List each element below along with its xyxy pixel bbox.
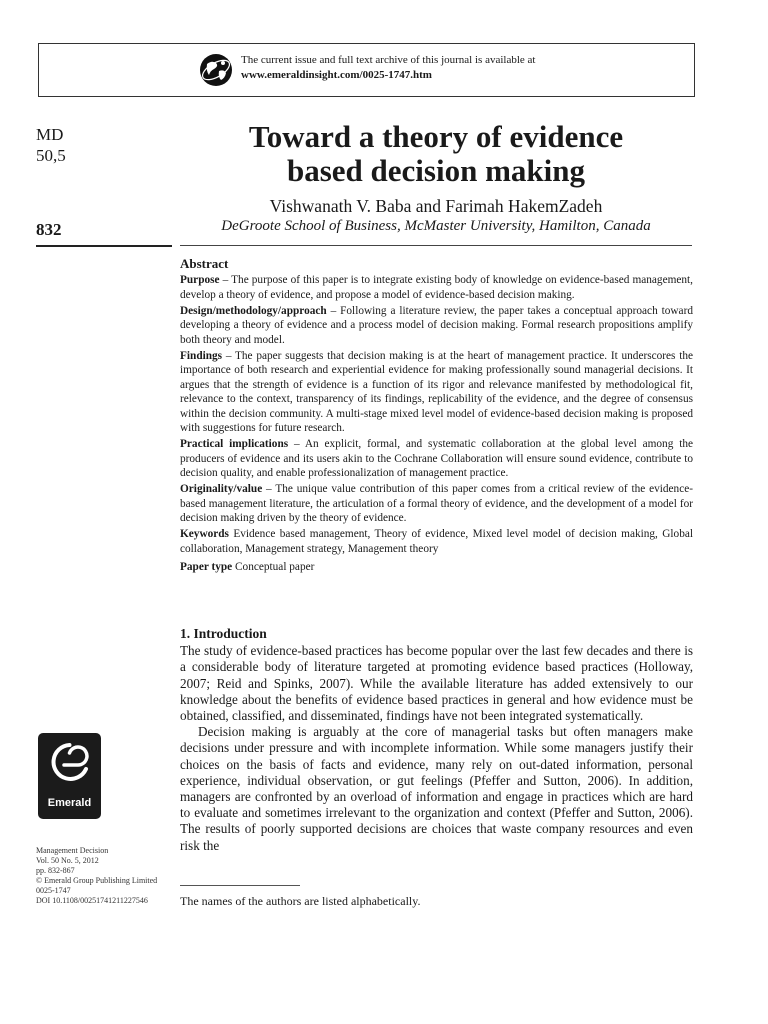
authors: Vishwanath V. Baba and Farimah HakemZadeh bbox=[269, 196, 603, 216]
title-line-2: based decision making bbox=[286, 153, 585, 188]
implications-text: – An explicit, formal, and systematic collaboration at the global level among the producers of evidence and its users akin to the Cochrane Collaboration will ensure sound evidence, contribute to decision quality, and enable professionalization of management practice. bbox=[180, 438, 693, 479]
abstract-implications bbox=[180, 437, 693, 481]
abstract-heading: Abstract bbox=[180, 256, 229, 271]
originality-label: Originality/value bbox=[180, 483, 263, 495]
globe-icon bbox=[199, 53, 233, 87]
title-line-1: Toward a theory of evidence bbox=[248, 119, 624, 154]
implications-label: Practical implications bbox=[180, 438, 289, 450]
journal-name: Management Decision bbox=[36, 846, 109, 855]
emerald-logo-text: Emerald bbox=[47, 797, 92, 809]
design-text: – Following a literature review, the paper takes a conceptual approach toward developing a theory of evidence and a process model of decision making. Formal research propositions amplify both theory and model. bbox=[180, 304, 693, 346]
volume-info: Vol. 50 No. 5, 2012 bbox=[36, 856, 99, 865]
footnote-rule bbox=[180, 885, 300, 886]
abstract-originality bbox=[180, 482, 693, 526]
abstract-findings bbox=[180, 349, 693, 436]
findings-text: – The paper suggests that decision making is at the heart of management practice. It underscores the importance of both research and experiential evidence for making professionally sound managerial decisions. It argues that the strength of evidence is a function of its rigor and relevance manifested by methodological fit, relevance to the context, transparency of its findings, replicability of the evidence, and the degree of consensus within the decision community. A multi-stage mixed level model of evidence-based decision making is proposed with suggestions for future research. bbox=[180, 349, 693, 434]
volume-issue: 50,5 bbox=[36, 146, 66, 165]
affiliation: DeGroote School of Business, McMaster University, Hamilton, Canada bbox=[221, 218, 651, 234]
findings-label: Findings bbox=[180, 349, 223, 362]
originality-text: – The unique value contribution of this paper comes from a critical review of the evidence-based management literature, the articulation of a formal theory of evidence, and the development of a model for decision making driven by the theory of evidence. bbox=[180, 483, 693, 524]
purpose-label: Purpose bbox=[180, 274, 220, 286]
page-range: pp. 832-867 bbox=[36, 866, 75, 875]
archive-notice: The current issue and full text archive of this journal is available at bbox=[241, 54, 536, 66]
journal-url-link[interactable]: www.emeraldinsight.com/0025-1747.htm bbox=[241, 69, 432, 81]
paper-type-label: Paper type bbox=[180, 561, 233, 573]
abstract-purpose bbox=[180, 273, 693, 302]
abstract-design bbox=[180, 304, 693, 348]
introduction-heading: 1. Introduction bbox=[180, 626, 267, 641]
abstract-keywords bbox=[180, 527, 693, 556]
design-label: Design/methodology/approach bbox=[180, 304, 327, 317]
doi: DOI 10.1108/00251741211227546 bbox=[36, 896, 148, 905]
journal-header-box bbox=[38, 43, 695, 97]
abstract-rule bbox=[180, 245, 692, 246]
abstract-paper-type bbox=[180, 560, 693, 575]
introduction-paragraph-2: Decision making is arguably at the core of managerial tasks but often managers make decisions under pressure and with incomplete information. While some managers justify their choices on the basis of facts and evidence, many rely on out-dated information, personal experience, individual observation, or gut feelings (Pfeffer and Sutton, 2006). In addition, managers are confronted by an overload of information and engage in practices which are hard to evaluate and sometimes irrelevant to the organization and context (Pfeffer and Sutton, 2006). The results of poorly supported decisions are choices that waste company resources and even risk the bbox=[180, 724, 693, 853]
paper-title bbox=[180, 120, 692, 188]
journal-abbreviation: MD bbox=[36, 125, 64, 144]
keywords-text: Evidence based management, Theory of evidence, Mixed level model of decision making, Global collaboration, Management strategy, Management theory bbox=[180, 528, 693, 555]
introduction-section bbox=[180, 626, 693, 854]
emerald-e-icon bbox=[48, 739, 91, 793]
page-number-rule bbox=[36, 245, 172, 247]
issn: 0025-1747 bbox=[36, 886, 71, 895]
keywords-label: Keywords bbox=[180, 528, 229, 540]
page-number: 832 bbox=[36, 220, 62, 239]
copyright: © Emerald Group Publishing Limited bbox=[36, 876, 158, 885]
emerald-logo bbox=[38, 733, 101, 819]
paper-type-text: Conceptual paper bbox=[232, 561, 315, 573]
introduction-paragraph-1: The study of evidence-based practices has become popular over the last few decades and there is a considerable body of literature targeted at promoting evidence based practices (Holloway, 2007; Reid and Spinks, 2007). While the available literature has added extensively to our knowledge about the benefits of evidence based practices in general and how evidence must be obtained, classified, and disseminated, findings have not been integrated systematically. bbox=[180, 643, 693, 724]
journal-code bbox=[36, 124, 66, 166]
abstract-section bbox=[180, 256, 693, 576]
footnote: The names of the authors are listed alphabetically. bbox=[180, 894, 421, 908]
purpose-text: – The purpose of this paper is to integrate existing body of knowledge on evidence-based management, develop a theory of evidence, and propose a model of evidence-based decision making. bbox=[180, 274, 693, 301]
publication-info bbox=[36, 846, 176, 906]
